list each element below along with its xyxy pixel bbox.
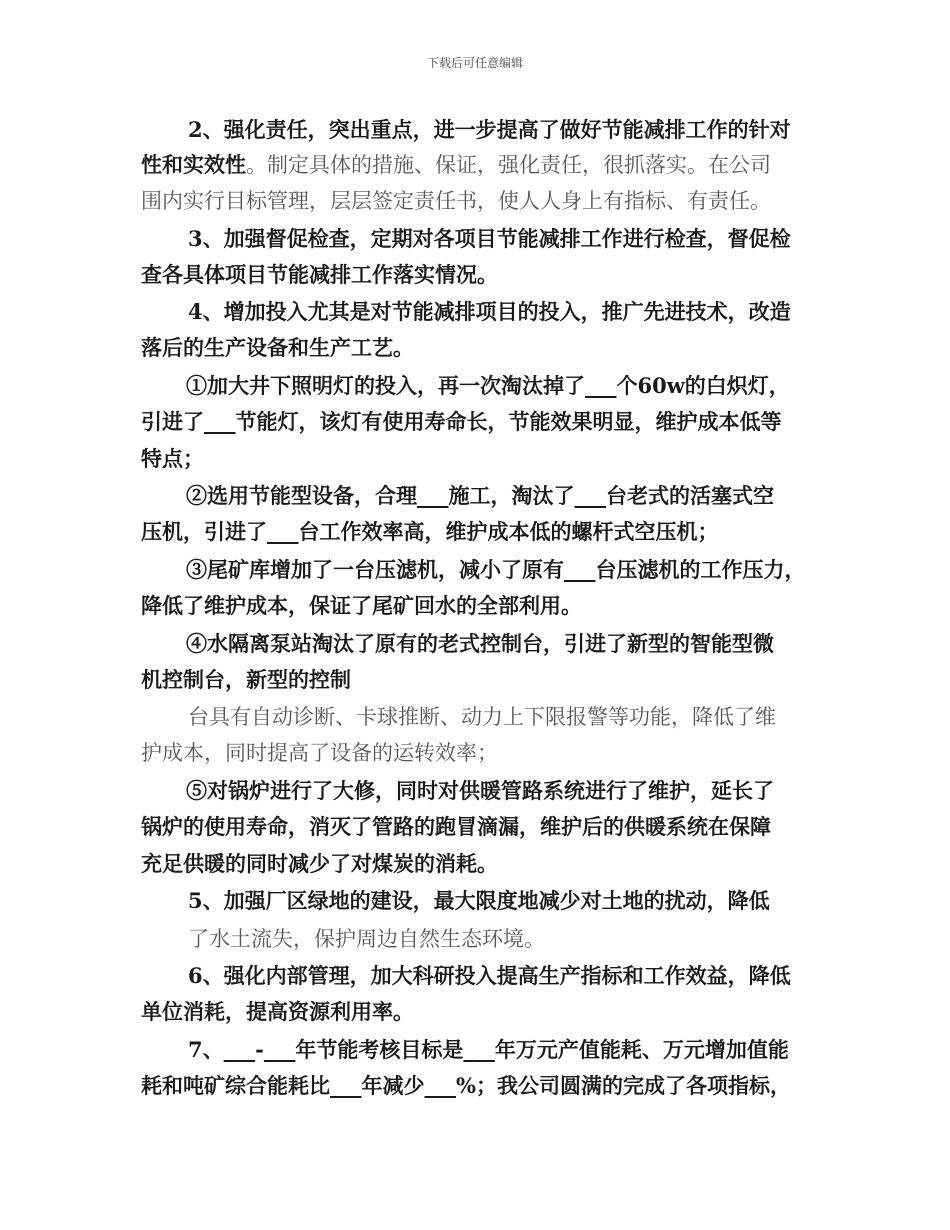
- paragraph-line: 压机，引进了___台工作效率高，维护成本低的螺杆式空压机；: [141, 519, 719, 544]
- paragraph-line: 5、加强厂区绿地的建设，最大限度地减少对土地的扰动，降低: [188, 888, 770, 913]
- paragraph-line: 3、加强督促检查，定期对各项目节能减排工作进行检查，督促检: [188, 226, 791, 251]
- paragraph-line: 耗和吨矿综合能耗比___年减少___%；我公司圆满的完成了各项指标，: [141, 1073, 791, 1098]
- paragraph-line: ①加大井下照明灯的投入，再一次淘汰掉了___个60w的白炽灯，: [186, 373, 790, 398]
- paragraph-line: 特点；: [141, 446, 204, 471]
- paragraph-line: 落后的生产设备和生产工艺。: [141, 335, 414, 360]
- paragraph-line: 性和实效性。制定具体的措施、保证，强化责任，很抓落实。在公司: [141, 152, 771, 177]
- page-header: 下载后可任意编辑: [426, 56, 523, 70]
- paragraph-line: 查各具体项目节能减排工作落实情况。: [141, 262, 498, 287]
- paragraph-line: 6、强化内部管理，加大科研投入提高生产指标和工作效益，降低: [188, 963, 791, 988]
- paragraph-line: ④水隔离泵站淘汰了原有的老式控制台，引进了新型的智能型微: [186, 631, 774, 656]
- paragraph-line: 单位消耗，提高资源利用率。: [141, 999, 414, 1024]
- paragraph-line: 2、强化责任，突出重点，进一步提高了做好节能减排工作的针对: [188, 117, 791, 142]
- paragraph-line: 机控制台，新型的控制: [141, 667, 351, 692]
- paragraph-line: ②选用节能型设备，合理___施工，淘汰了___台老式的活塞式空: [186, 483, 774, 508]
- paragraph-line: 了水土流失，保护周边自然生态环境。: [188, 927, 545, 951]
- paragraph-line: 护成本，同时提高了设备的运转效率；: [141, 741, 498, 765]
- paragraph-line: 7、___-___年节能考核目标是___年万元产值能耗、万元增加值能: [188, 1037, 789, 1062]
- paragraph-line: 台具有自动诊断、卡球推断、动力上下限报警等功能，降低了维: [188, 705, 776, 729]
- paragraph-line: 降低了维护成本，保证了尾矿回水的全部利用。: [141, 593, 582, 618]
- paragraph-line: 4、增加投入尤其是对节能减排项目的投入，推广先进技术，改造: [188, 299, 791, 324]
- paragraph-line: 充足供暖的同时减少了对煤炭的消耗。: [141, 851, 498, 876]
- paragraph-line: ⑤对锅炉进行了大修，同时对供暖管路系统进行了维护，延长了: [186, 778, 774, 803]
- paragraph-line: 围内实行目标管理，层层签定责任书，使人人身上有指标、有责任。: [141, 189, 771, 213]
- paragraph-line: 引进了___节能灯，该灯有使用寿命长，节能效果明显，维护成本低等: [141, 409, 782, 434]
- paragraph-line: ③尾矿库增加了一台压滤机，减小了原有___台压滤机的工作压力，: [186, 557, 806, 582]
- paragraph-line: 锅炉的使用寿命，消灭了管路的跑冒滴漏，维护后的供暖系统在保障: [141, 814, 771, 839]
